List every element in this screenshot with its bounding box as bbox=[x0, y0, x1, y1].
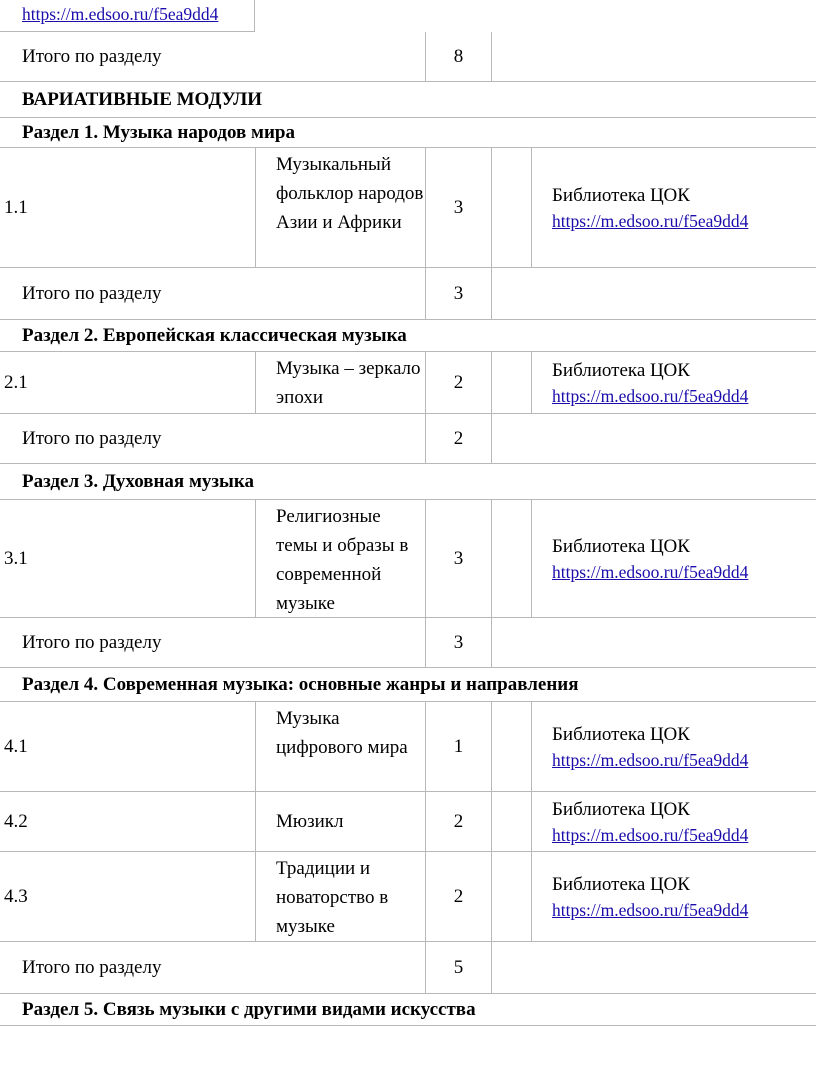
table-row bbox=[0, 148, 816, 268]
table-row bbox=[0, 792, 816, 852]
total-value: 3 bbox=[425, 268, 491, 319]
library-link[interactable]: https://m.edsoo.ru/f5ea9dd4 bbox=[552, 561, 749, 582]
row-number: 2.1 bbox=[4, 371, 28, 393]
resource-cell bbox=[531, 852, 816, 941]
library-label: Библиотека ЦОК bbox=[552, 535, 690, 557]
top-resource-link[interactable]: https://m.edsoo.ru/f5ea9dd4 bbox=[22, 4, 219, 24]
library-link[interactable]: https://m.edsoo.ru/f5ea9dd4 bbox=[552, 385, 749, 406]
section-title: Раздел 1. Музыка народов мира bbox=[22, 121, 295, 143]
row-topic: Музыка цифрового мира bbox=[255, 702, 425, 791]
section-title: Раздел 2. Европейская классическая музыка bbox=[22, 324, 407, 346]
row-topic: Музыка – зеркало эпохи bbox=[255, 352, 425, 413]
row-number: 1.1 bbox=[4, 196, 28, 218]
module-header-row bbox=[0, 82, 816, 118]
top-link-cell bbox=[0, 0, 255, 32]
section-total-row bbox=[0, 942, 816, 994]
row-hours: 2 bbox=[425, 852, 491, 941]
row-hours: 2 bbox=[425, 352, 491, 413]
empty-cell bbox=[491, 618, 816, 667]
section-title: Раздел 3. Духовная музыка bbox=[22, 470, 255, 492]
table-row bbox=[0, 702, 816, 792]
empty-cell bbox=[491, 414, 816, 463]
section-title-row bbox=[0, 118, 816, 148]
module-header: ВАРИАТИВНЫЕ МОДУЛИ bbox=[22, 88, 263, 110]
library-label: Библиотека ЦОК bbox=[552, 798, 690, 820]
section-total-row bbox=[0, 618, 816, 668]
total-label: Итого по разделу bbox=[22, 45, 162, 67]
table-row bbox=[0, 352, 816, 414]
empty-cell bbox=[491, 352, 531, 413]
empty-cell bbox=[491, 500, 531, 617]
library-label: Библиотека ЦОК bbox=[552, 873, 690, 895]
resource-cell bbox=[531, 500, 816, 617]
empty-cell bbox=[491, 702, 531, 791]
table-row bbox=[0, 852, 816, 942]
section-total-row bbox=[0, 414, 816, 464]
row-number: 4.2 bbox=[4, 810, 28, 832]
row-topic: Религиозные темы и образы в современной музыке bbox=[255, 500, 425, 617]
resource-cell bbox=[531, 702, 816, 791]
row-hours: 3 bbox=[425, 148, 491, 267]
section-title: Раздел 5. Связь музыки с другими видами искусства bbox=[22, 998, 476, 1020]
total-value: 2 bbox=[425, 414, 491, 463]
library-link[interactable]: https://m.edsoo.ru/f5ea9dd4 bbox=[552, 824, 749, 845]
empty-cell bbox=[491, 852, 531, 941]
row-number: 4.1 bbox=[4, 735, 28, 757]
empty-cell bbox=[491, 148, 531, 267]
total-label: Итого по разделу bbox=[22, 427, 162, 449]
row-hours: 1 bbox=[425, 702, 491, 791]
library-link[interactable]: https://m.edsoo.ru/f5ea9dd4 bbox=[552, 749, 749, 770]
library-label: Библиотека ЦОК bbox=[552, 184, 690, 206]
row-hours: 2 bbox=[425, 792, 491, 851]
empty-cell bbox=[491, 792, 531, 851]
resource-cell bbox=[531, 792, 816, 851]
empty-cell bbox=[491, 942, 816, 993]
section-title: Раздел 4. Современная музыка: основные жанры и направления bbox=[22, 673, 579, 695]
empty-cell bbox=[491, 32, 816, 81]
row-number: 4.3 bbox=[4, 885, 28, 907]
total-value: 8 bbox=[425, 32, 491, 81]
row-number: 3.1 bbox=[4, 547, 28, 569]
section-title-row bbox=[0, 668, 816, 702]
section-title-row bbox=[0, 994, 816, 1026]
row-hours: 3 bbox=[425, 500, 491, 617]
row-topic: Традиции и новаторство в музыке bbox=[255, 852, 425, 941]
row-topic: Музыкальный фольклор народов Азии и Африки bbox=[255, 148, 425, 267]
row-topic: Мюзикл bbox=[255, 792, 425, 851]
total-label: Итого по разделу bbox=[22, 631, 162, 653]
library-link[interactable]: https://m.edsoo.ru/f5ea9dd4 bbox=[552, 210, 749, 231]
total-value: 3 bbox=[425, 618, 491, 667]
library-label: Библиотека ЦОК bbox=[552, 359, 690, 381]
total-value: 5 bbox=[425, 942, 491, 993]
empty-cell bbox=[491, 268, 816, 319]
resource-cell bbox=[531, 352, 816, 413]
section-total-row bbox=[0, 268, 816, 320]
section-title-row bbox=[0, 464, 816, 500]
total-label: Итого по разделу bbox=[22, 282, 162, 304]
library-label: Библиотека ЦОК bbox=[552, 723, 690, 745]
section-total-row bbox=[0, 32, 816, 82]
resource-cell bbox=[531, 148, 816, 267]
section-title-row bbox=[0, 320, 816, 352]
library-link[interactable]: https://m.edsoo.ru/f5ea9dd4 bbox=[552, 899, 749, 920]
table-row bbox=[0, 500, 816, 618]
total-label: Итого по разделу bbox=[22, 956, 162, 978]
